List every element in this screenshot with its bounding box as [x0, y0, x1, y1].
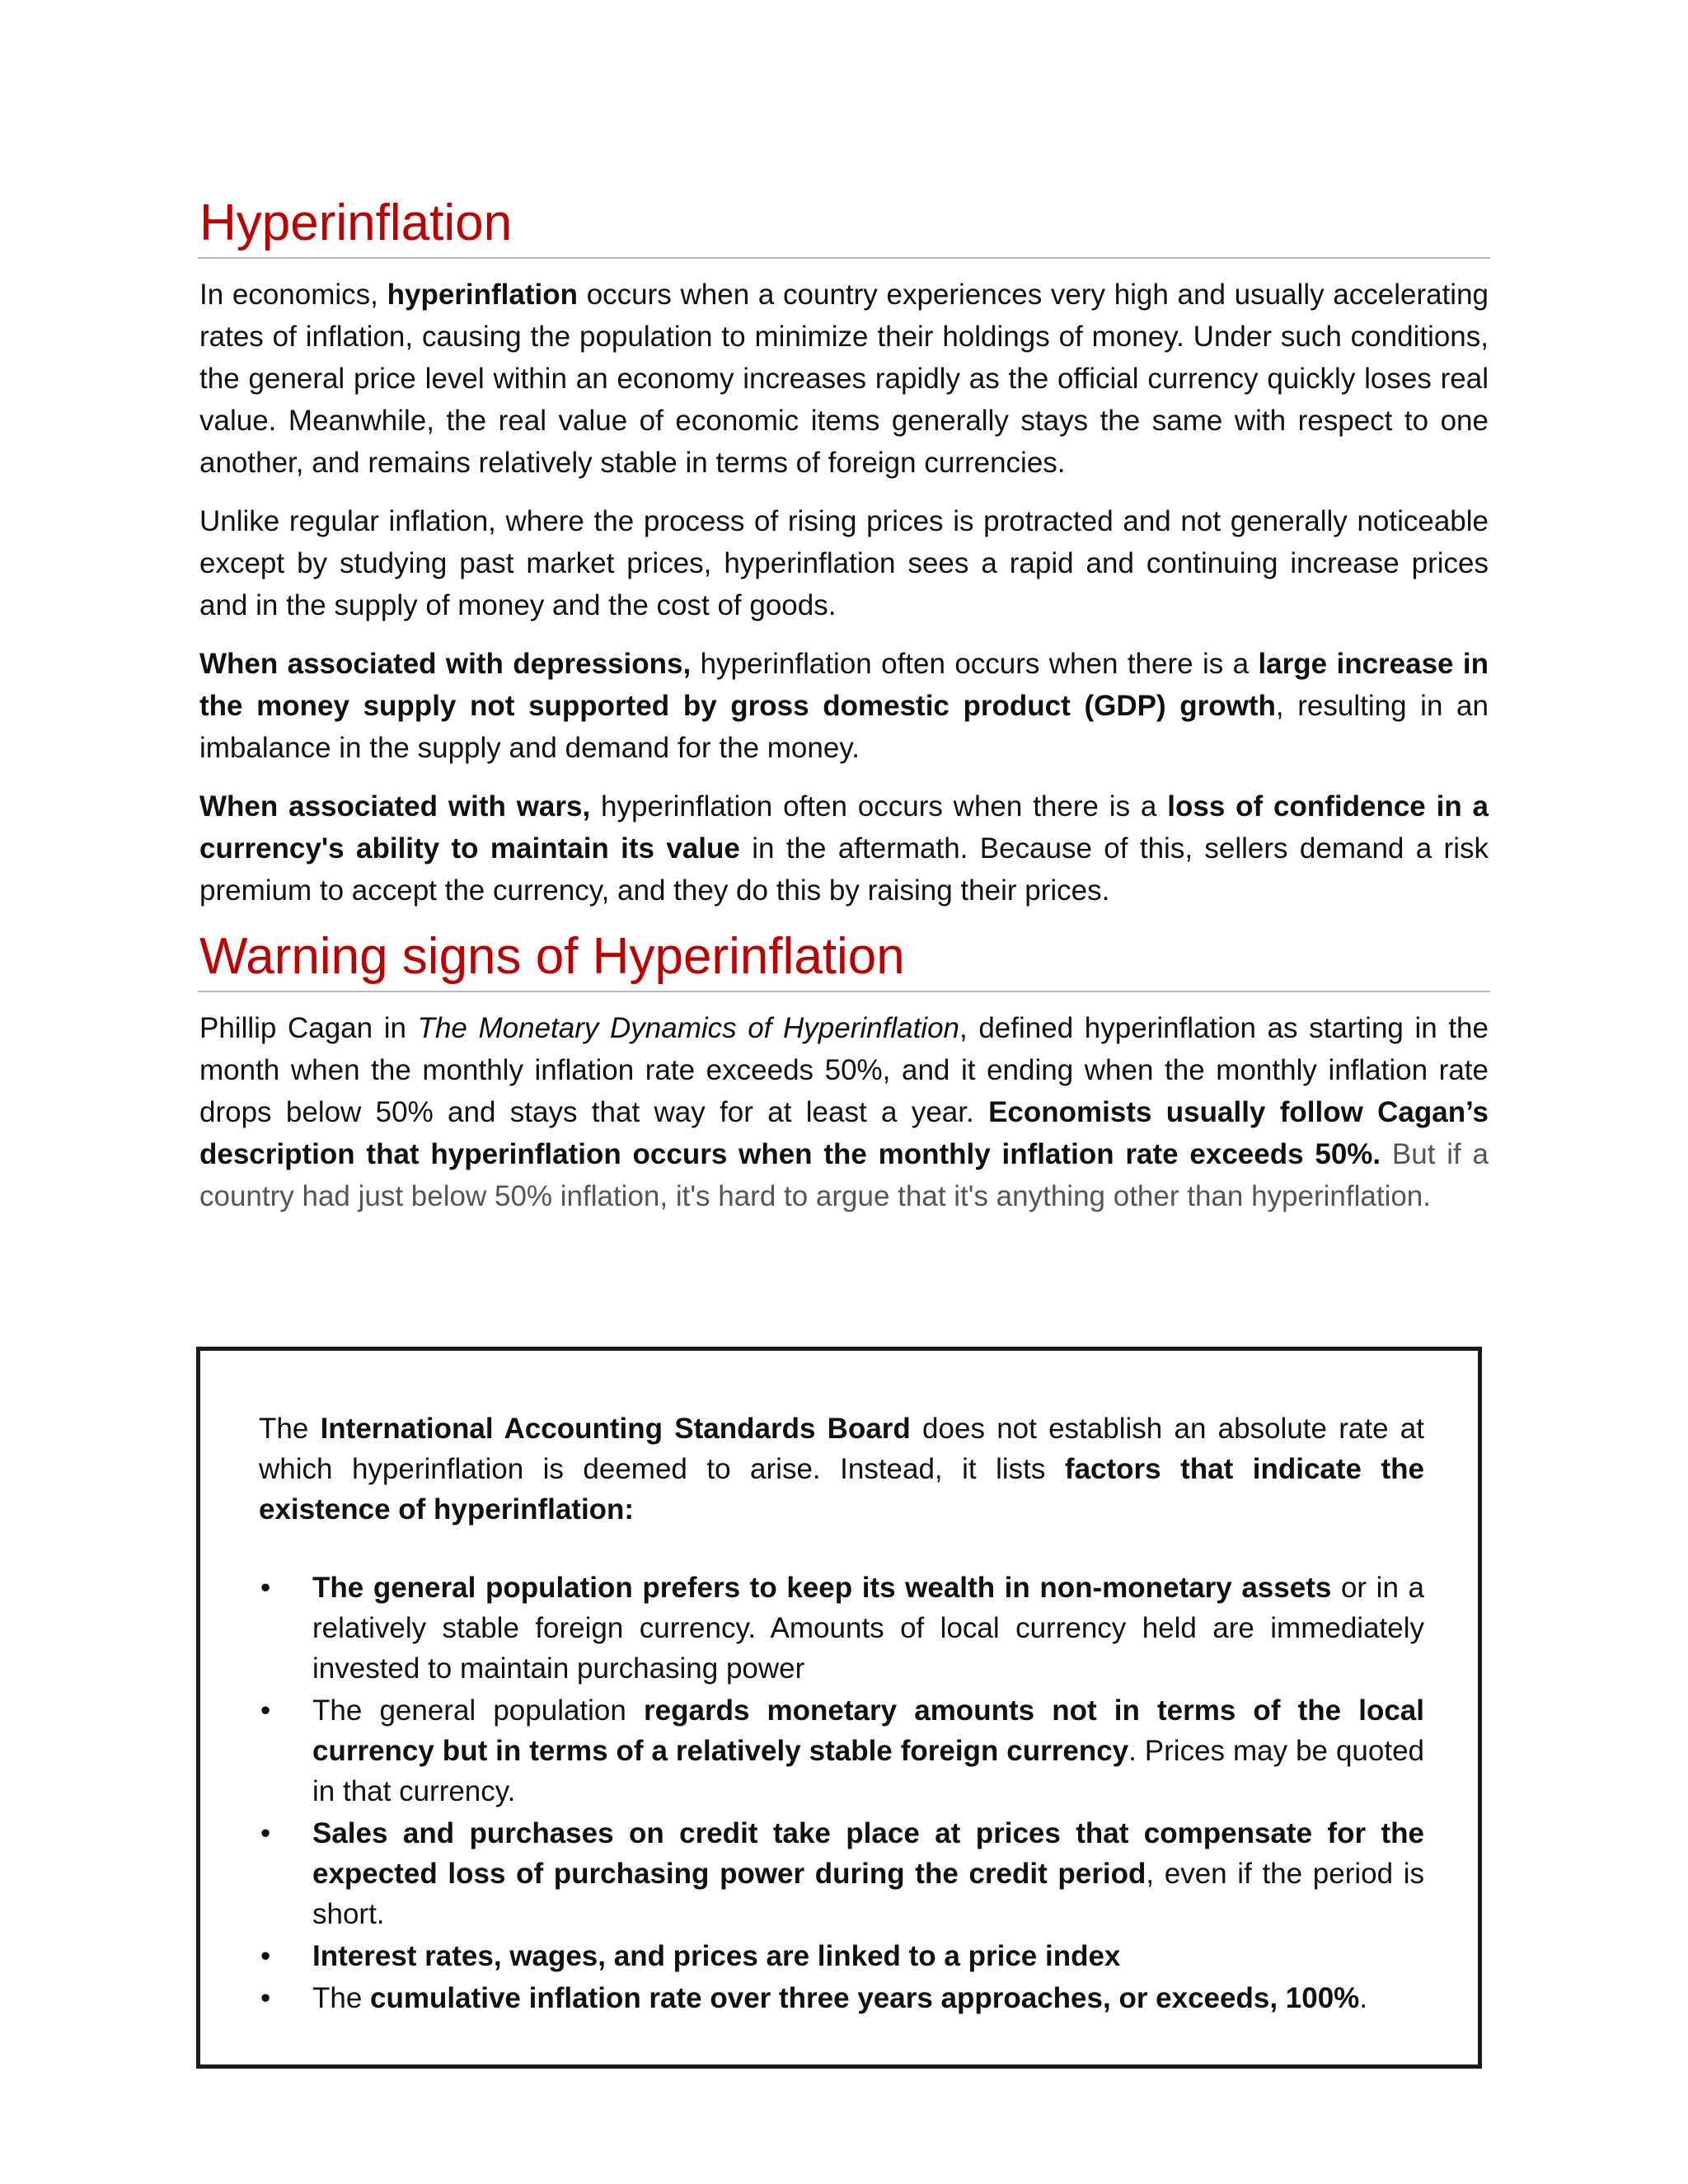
- paragraph-depressions: [199, 643, 1489, 769]
- bold-run: cumulative inflation rate over three years approaches, or exceeds, 100%: [370, 1982, 1360, 2014]
- bold-run: Sales and purchases on credit take place at prices that compensate for the expected loss of purchasing power during the credit period: [312, 1817, 1424, 1890]
- text-run: hyperinflation often occurs when there is a: [601, 790, 1157, 823]
- bold-run: regards monetary amounts not in terms of the local currency but in terms of a relatively stable foreign currency: [312, 1694, 1424, 1767]
- bold-run: Interest rates, wages, and prices are linked to a price index: [312, 1940, 1121, 1972]
- bold-run: The general population prefers to keep its wealth in non-monetary assets: [312, 1572, 1332, 1604]
- list-item: [259, 1813, 1424, 1934]
- list-item: [259, 1568, 1424, 1689]
- grey-text-run: But if a country had just below 50% inflation, it's hard to argue that it's anything other than hyperinflation.: [199, 1138, 1489, 1212]
- bold-run: When associated with depressions,: [199, 648, 692, 680]
- bold-run: When associated with wars,: [199, 790, 591, 823]
- factors-list: [259, 1568, 1424, 2018]
- text-run: The: [312, 1982, 363, 2014]
- bullet-icon: •: [260, 1694, 271, 1727]
- paragraph-wars: [199, 785, 1489, 912]
- text-run: . Prices may be quoted in that currency.: [312, 1735, 1424, 1807]
- bold-run: large increase in the money supply not supported by gross domestic product (GDP) growth: [199, 648, 1489, 722]
- text-run: in the aftermath. Because of this, sellers demand a risk premium to accept the currency, and they do this by raising their prices.: [199, 832, 1489, 907]
- bold-run: International Accounting Standards Board: [320, 1413, 911, 1445]
- bold-run: loss of confidence in a currency's ability to maintain its value: [199, 790, 1489, 865]
- section-heading-hyperinflation: Hyperinflation: [198, 191, 1490, 259]
- text-run: does not establish an absolute rate at which hyperinflation is deemed to arise. Instead, it lists: [259, 1413, 1424, 1485]
- document-body: [198, 191, 1490, 1217]
- section-heading-warning-signs: Warning signs of Hyperinflation: [198, 925, 1490, 992]
- box-content: [259, 1408, 1424, 2020]
- text-run: The: [259, 1413, 309, 1445]
- italic-book-title: The Monetary Dynamics of Hyperinflation: [417, 1012, 960, 1044]
- bullet-icon: •: [260, 1982, 271, 2014]
- text-run: , resulting in an imbalance in the supply and demand for the money.: [199, 690, 1489, 764]
- bold-run: hyperinflation: [387, 279, 579, 311]
- paragraph-regular-inflation: Unlike regular inflation, where the process of rising prices is protracted and not generally noticeable except by studying past market prices, hyperinflation sees a rapid and continuing increase prices and in the supply of money and the cost of goods.: [199, 505, 1489, 621]
- paragraph-definition: [199, 274, 1489, 484]
- bullet-icon: •: [260, 1817, 271, 1849]
- text-run: hyperinflation often occurs when there is a: [700, 648, 1250, 680]
- bullet-icon: •: [260, 1572, 271, 1604]
- list-item: [259, 1936, 1424, 1976]
- bold-run: Economists usually follow Cagan’s description that hyperinflation occurs when the monthly inflation rate exceeds 50%.: [199, 1096, 1489, 1170]
- list-item: [259, 1690, 1424, 1811]
- paragraph-cagan: [199, 1007, 1489, 1217]
- text-run: , even if the period is short.: [312, 1858, 1424, 1930]
- text-run: In economics,: [199, 279, 378, 311]
- text-run: or in a relatively stable foreign currency. Amounts of local currency held are immediately invested to maintain purchasing power: [312, 1572, 1424, 1685]
- text-run: , defined hyperinflation as starting in the month when the monthly inflation rate exceeds 50%, and it ending when the monthly inflation rate drops below 50% and stays that way for at least a year.: [199, 1012, 1489, 1128]
- bold-run: factors that indicate the existence of hyperinflation:: [259, 1453, 1425, 1526]
- box-intro-paragraph: [259, 1408, 1424, 1530]
- ifrs-factors-box: [196, 1347, 1482, 2069]
- text-run: .: [1359, 1982, 1368, 2014]
- text-run: The general population: [312, 1694, 626, 1727]
- text-run: Phillip Cagan in: [199, 1012, 406, 1044]
- list-item: [259, 1978, 1424, 2018]
- text-run: occurs when a country experiences very high and usually accelerating rates of inflation, causing the population to minimize their holdings of money. Under such conditions, the general price level within an economy increases rapidly as the official currency quickly loses real value. Meanwhile, the real value of economic items generally stays the same with respect to one another, and remains relatively stable in terms of foreign currencies.: [199, 279, 1489, 479]
- bullet-icon: •: [260, 1940, 271, 1972]
